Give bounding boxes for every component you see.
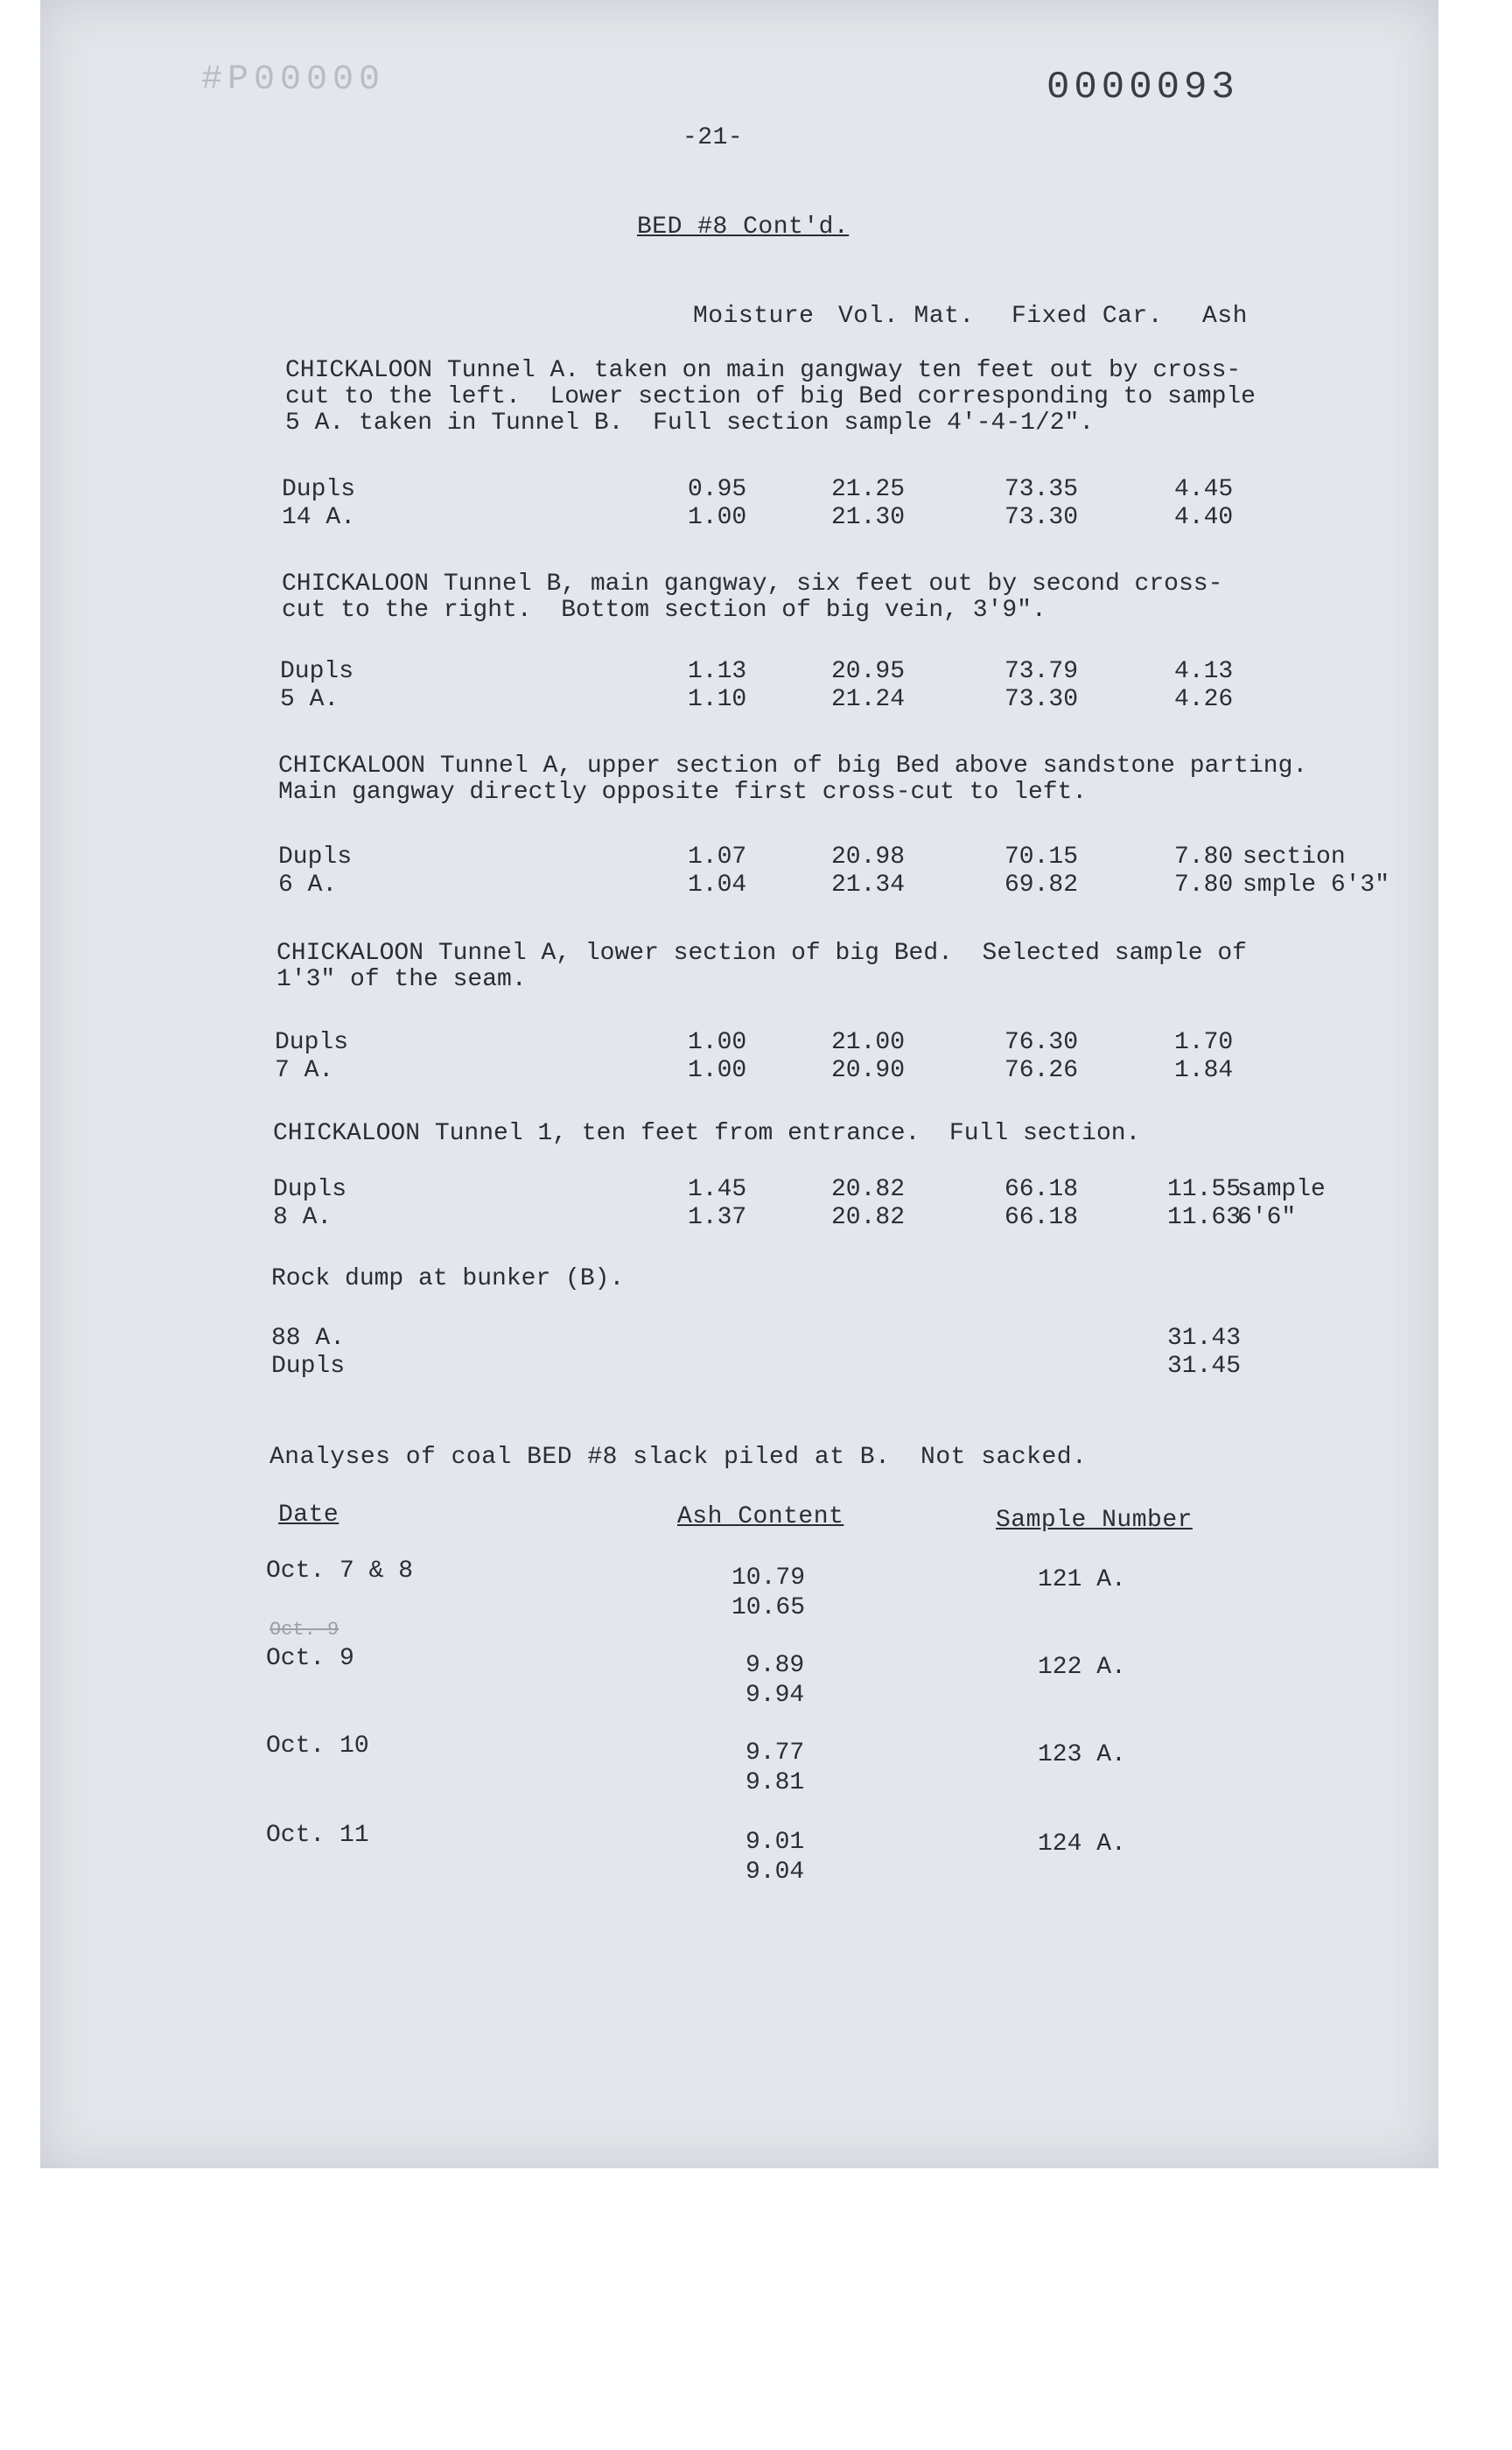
value-ash: 1.70 <box>1174 1029 1234 1056</box>
value-moisture: 1.37 <box>688 1204 747 1231</box>
value-fixed: 70.15 <box>1004 844 1079 871</box>
row-label: 14 A. <box>282 504 356 531</box>
value-vol: 21.25 <box>831 476 906 503</box>
value-ash: 31.45 <box>1167 1353 1242 1380</box>
value-moisture: 1.00 <box>688 504 747 531</box>
value-vol: 20.90 <box>831 1057 906 1084</box>
slack-date: Oct. 11 <box>266 1822 369 1849</box>
sample-description-line: cut to the right. Bottom section of big vein, 3'9". <box>282 597 1046 624</box>
slack-sample-number: 123 A. <box>1038 1741 1126 1768</box>
sample-description-line: CHICKALOON Tunnel B, main gangway, six feet out by second cross- <box>282 570 1223 598</box>
row-label: Dupls <box>275 1029 349 1056</box>
value-vol: 21.00 <box>831 1029 906 1056</box>
slack-ash-value: 9.04 <box>746 1858 805 1886</box>
value-fixed: 69.82 <box>1004 872 1079 899</box>
sample-description-line: Main gangway directly opposite first cross-cut to left. <box>278 779 1088 806</box>
row-label: Dupls <box>271 1353 346 1380</box>
slack-date: Oct. 9 <box>266 1645 354 1672</box>
value-note: 6'6" <box>1237 1204 1297 1231</box>
slack-ash-value: 9.94 <box>746 1682 805 1709</box>
value-fixed: 76.26 <box>1004 1057 1079 1084</box>
slack-ash-value: 9.81 <box>746 1769 805 1796</box>
value-vol: 20.82 <box>831 1204 906 1231</box>
header-ash: Ash <box>1202 303 1248 330</box>
value-ash: 7.80 <box>1174 844 1234 871</box>
slack-date: Oct. 7 & 8 <box>266 1558 414 1585</box>
value-ash: 4.13 <box>1174 658 1234 685</box>
slack-intro: Analyses of coal BED #8 slack piled at B. Not sacked. <box>270 1444 1088 1471</box>
section-title: BED #8 Cont'd. <box>637 214 850 241</box>
value-fixed: 66.18 <box>1004 1204 1079 1231</box>
row-label: 7 A. <box>275 1057 334 1084</box>
header-fixed-car: Fixed Car. <box>1012 303 1164 330</box>
slack-header-date: Date <box>278 1502 340 1529</box>
faded-stamp: #P00000 <box>201 60 386 100</box>
row-label: 6 A. <box>278 872 338 899</box>
value-vol: 21.34 <box>831 872 906 899</box>
slack-sample-number: 124 A. <box>1038 1830 1126 1858</box>
slack-sample-number: 121 A. <box>1038 1566 1126 1593</box>
value-ash: 4.26 <box>1174 686 1234 713</box>
sample-description-line: CHICKALOON Tunnel A, lower section of big Bed. Selected sample of <box>276 940 1247 967</box>
value-moisture: 1.00 <box>688 1057 747 1084</box>
slack-sample-number: 122 A. <box>1038 1654 1126 1681</box>
value-moisture: 1.10 <box>688 686 747 713</box>
value-fixed: 73.30 <box>1004 686 1079 713</box>
value-ash: 4.45 <box>1174 476 1234 503</box>
sample-description-line: 5 A. taken in Tunnel B. Full section sample 4'-4-1/2". <box>285 410 1095 437</box>
slack-ash-value: 9.77 <box>746 1740 805 1767</box>
row-label: 88 A. <box>271 1325 346 1352</box>
value-vol: 21.30 <box>831 504 906 531</box>
slack-ash-value: 9.89 <box>746 1652 805 1679</box>
value-fixed: 66.18 <box>1004 1176 1079 1203</box>
sample-description-line: CHICKALOON Tunnel A, upper section of big Bed above sandstone parting. <box>278 752 1308 780</box>
value-vol: 21.24 <box>831 686 906 713</box>
row-label: 8 A. <box>273 1204 332 1231</box>
value-moisture: 1.04 <box>688 872 747 899</box>
row-label: Dupls <box>280 658 354 685</box>
sample-description-line: CHICKALOON Tunnel A. taken on main gangway ten feet out by cross- <box>285 357 1242 384</box>
header-moisture: Moisture <box>693 303 815 330</box>
sample-description-line: cut to the left. Lower section of big Bed corresponding to sample <box>285 383 1256 410</box>
value-vol: 20.95 <box>831 658 906 685</box>
sample-description-line: 1'3" of the seam. <box>276 966 527 993</box>
sample-description-line: CHICKALOON Tunnel 1, ten feet from entrance. Full section. <box>273 1120 1141 1147</box>
value-fixed: 76.30 <box>1004 1029 1079 1056</box>
struck-text: Oct. 9 <box>270 1619 340 1641</box>
sample-description-line: Rock dump at bunker (B). <box>271 1265 625 1292</box>
value-moisture: 1.45 <box>688 1176 747 1203</box>
value-moisture: 1.07 <box>688 844 747 871</box>
slack-date: Oct. 10 <box>266 1732 369 1760</box>
value-vol: 20.98 <box>831 844 906 871</box>
row-label: 5 A. <box>280 686 340 713</box>
value-ash: 11.63 <box>1167 1204 1242 1231</box>
row-label: Dupls <box>278 844 353 871</box>
value-note: smple 6'3" <box>1242 872 1390 899</box>
value-note: section <box>1242 844 1346 871</box>
value-moisture: 0.95 <box>688 476 747 503</box>
header-vol-mat: Vol. Mat. <box>838 303 975 330</box>
value-ash: 1.84 <box>1174 1057 1234 1084</box>
row-label: Dupls <box>282 476 356 503</box>
page-number: -21- <box>682 124 744 151</box>
value-fixed: 73.79 <box>1004 658 1079 685</box>
value-ash: 31.43 <box>1167 1325 1242 1352</box>
value-moisture: 1.00 <box>688 1029 747 1056</box>
slack-ash-value: 9.01 <box>746 1829 805 1856</box>
row-label: Dupls <box>273 1176 347 1203</box>
value-ash: 7.80 <box>1174 872 1234 899</box>
value-ash: 11.55 <box>1167 1176 1242 1203</box>
value-note: sample <box>1237 1176 1326 1203</box>
value-fixed: 73.30 <box>1004 504 1079 531</box>
value-ash: 4.40 <box>1174 504 1234 531</box>
value-vol: 20.82 <box>831 1176 906 1203</box>
value-moisture: 1.13 <box>688 658 747 685</box>
slack-ash-value: 10.65 <box>732 1594 806 1621</box>
slack-header-ash: Ash Content <box>677 1503 844 1530</box>
slack-header-sample: Sample Number <box>996 1507 1193 1534</box>
value-fixed: 73.35 <box>1004 476 1079 503</box>
document-number: 0000093 <box>1046 66 1239 109</box>
slack-ash-value: 10.79 <box>732 1564 806 1592</box>
